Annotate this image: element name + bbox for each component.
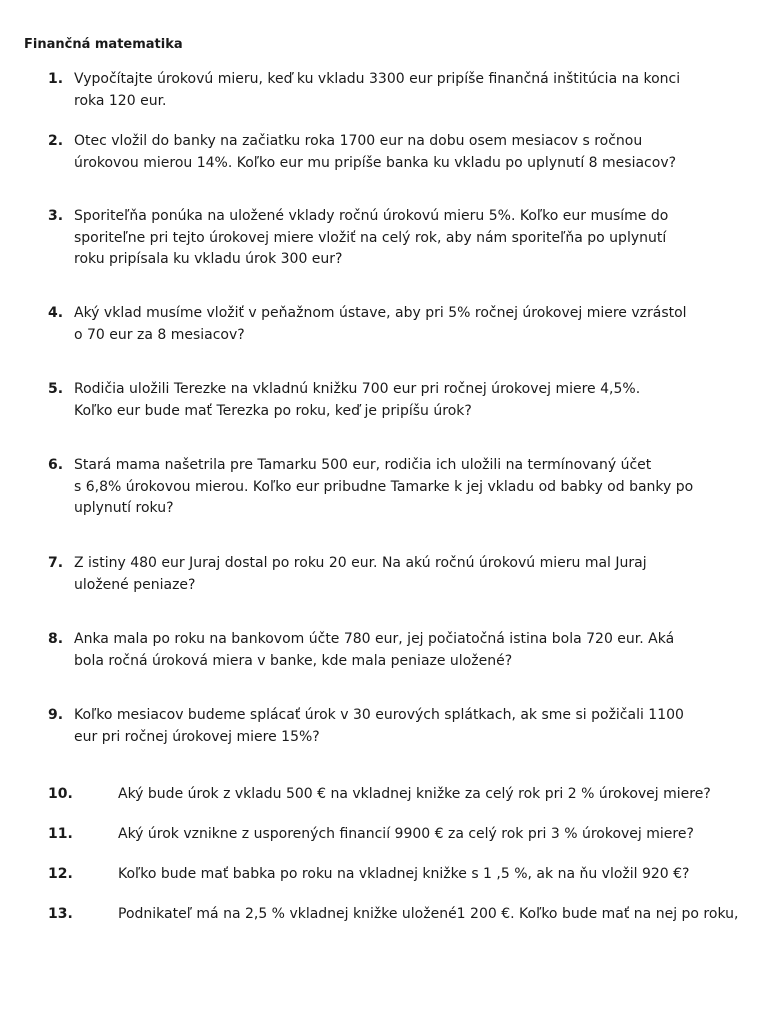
problem-text: Koľko bude mať babka po roku na vkladnej knižke s 1 ,5 %, ak na ňu vložil 920 €?: [118, 866, 690, 882]
problem-number: 11.: [48, 826, 73, 842]
problem-text: Koľko mesiacov budeme splácať úrok v 30 eurových splátkach, ak sme si požičali 1100 eur pri ročnej úrokovej miere 15%?: [74, 707, 684, 745]
problem-number: 8.: [48, 631, 64, 647]
problem-number: 2.: [48, 133, 64, 149]
problem-number: 13.: [48, 906, 73, 922]
problem-text: Aký bude úrok z vkladu 500 € na vkladnej knižke za celý rok pri 2 % úrokovej miere?: [118, 786, 711, 802]
problem-number: 7.: [48, 555, 64, 571]
problem-number: 6.: [48, 457, 64, 473]
problem-text: Sporiteľňa ponúka na uložené vklady ročnú úrokovú mieru 5%. Koľko eur musíme do sporiteľne pri tejto úrokovej miere vložiť na celý rok, aby nám sporiteľňa po uplynutí roku pripísala ku vkladu úrok 300 eur?: [74, 208, 669, 267]
problem-text: Podnikateľ má na 2,5 % vkladnej knižke uložené1 200 €. Koľko bude mať na nej po roku,: [118, 906, 739, 922]
problem-text: Z istiny 480 eur Juraj dostal po roku 20 eur. Na akú ročnú úrokovú mieru mal Juraj uložené peniaze?: [74, 555, 647, 593]
problem-text: Anka mala po roku na bankovom účte 780 eur, jej počiatočná istina bola 720 eur. Aká bola ročná úroková miera v banke, kde mala peniaze uložené?: [74, 631, 675, 669]
problem-text: Stará mama našetrila pre Tamarku 500 eur, rodičia ich uložili na termínovaný účet s 6,8% úrokovou mierou. Koľko eur pribudne Tamarke k jej vkladu od babky od banky po uplynutí roku?: [74, 457, 694, 516]
page-title: Finančná matematika: [24, 37, 183, 52]
problem-number: 4.: [48, 305, 64, 321]
problem-text: Rodičia uložili Terezke na vkladnú knižku 700 eur pri ročnej úrokovej miere 4,5%. Koľko eur bude mať Terezka po roku, keď je pripíšu úrok?: [74, 381, 641, 419]
problem-text: Vypočítajte úrokovú mieru, keď ku vkladu 3300 eur pripíše finančná inštitúcia na konci roka 120 eur.: [74, 71, 681, 109]
problem-number: 12.: [48, 866, 73, 882]
problem-text: Aký vklad musíme vložiť v peňažnom ústave, aby pri 5% ročnej úrokovej miere vzrástol o 70 eur za 8 mesiacov?: [74, 305, 687, 343]
problem-number: 9.: [48, 707, 64, 723]
problem-number: 1.: [48, 71, 64, 87]
problem-number: 5.: [48, 381, 64, 397]
problem-text: Aký úrok vznikne z usporených financií 9900 € za celý rok pri 3 % úrokovej miere?: [118, 826, 694, 842]
problem-number: 10.: [48, 786, 73, 802]
problem-text: Otec vložil do banky na začiatku roka 1700 eur na dobu osem mesiacov s ročnou úrokovou mierou 14%. Koľko eur mu pripíše banka ku vkladu po uplynutí 8 mesiacov?: [74, 133, 677, 171]
problem-number: 3.: [48, 208, 64, 224]
